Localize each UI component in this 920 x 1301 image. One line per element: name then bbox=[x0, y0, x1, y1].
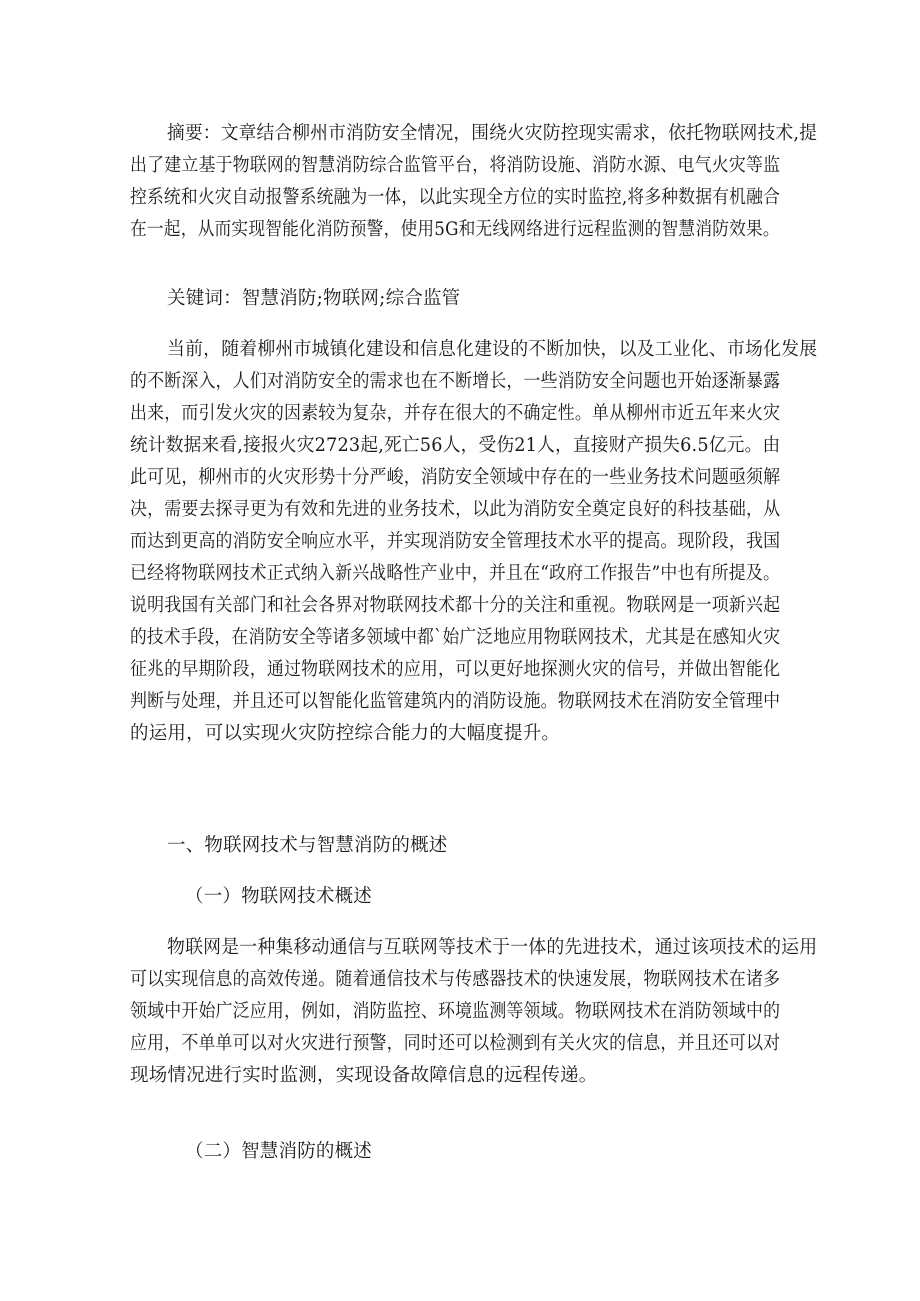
subsection-paragraph bbox=[130, 932, 818, 1092]
intro-line: 判断与处理，并且还可以智能化监管建筑内的消防设施。物联网技术在消防安全管理中 bbox=[130, 691, 781, 712]
intro-line: 出来，而引发火灾的因素较为复杂，并存在很大的不确定性。单从柳州市近五年来火灾 bbox=[130, 403, 781, 424]
intro-line: 的不断深入，人们对消防安全的需求也在不断增长，一些消防安全问题也开始逐渐暴露 bbox=[130, 371, 781, 392]
body-line: 应用，不单单可以对火灾进行预警，同时还可以检测到有关火灾的信息，并且还可以对 bbox=[130, 1033, 781, 1054]
intro-line: 已经将物联网技术正式纳入新兴战略性产业中，并且在“政府工作报告”中也有所提及。 bbox=[130, 563, 781, 584]
abstract-line: 出了建立基于物联网的智慧消防综合监管平台，将消防设施、消防水源、电气火灾等监 bbox=[130, 155, 781, 176]
intro-line: 决，需要去探寻更为有效和先进的业务技术，以此为消防安全奠定良好的科技基础，从 bbox=[130, 499, 781, 520]
section-heading-text: 一、物联网技术与智慧消防的概述 bbox=[167, 835, 448, 856]
body-line: 可以实现信息的高效传递。随着通信技术与传感器技术的快速发展，物联网技术在诸多 bbox=[130, 969, 781, 990]
subsection-heading bbox=[185, 881, 809, 913]
abstract-line: 控系统和火灾自动报警系统融为一体，以此实现全方位的实时监控,将多种数据有机融合 bbox=[130, 187, 781, 208]
intro-line: 而达到更高的消防安全响应水平，并实现消防安全管理技术水平的提高。现阶段，我国 bbox=[130, 531, 781, 552]
keywords-line bbox=[167, 283, 791, 315]
intro-line: 的技术手段，在消防安全等诸多领域中都`始广泛地应用物联网技术，尤其是在感知火灾 bbox=[130, 627, 781, 648]
abstract-line: 摘要：文章结合柳州市消防安全情况，围绕火灾防控现实需求，依托物联网技术,提 bbox=[167, 123, 818, 144]
section-heading bbox=[167, 830, 791, 862]
intro-line: 说明我国有关部门和社会各界对物联网技术都十分的关注和重视。物联网是一项新兴起 bbox=[130, 595, 781, 616]
intro-line: 当前，随着柳州市城镇化建设和信息化建设的不断加快，以及工业化、市场化发展 bbox=[167, 339, 818, 360]
intro-line: 统计数据来看,接报火灾2723起,死亡56人，受伤21人，直接财产损失6.5亿元。由 bbox=[130, 435, 781, 456]
body-line: 物联网是一种集移动通信与互联网等技术于一体的先进技术，通过该项技术的运用 bbox=[167, 937, 818, 958]
keywords-text: 关键词：智慧消防;物联网;综合监管 bbox=[167, 288, 461, 309]
body-line: 领域中开始广泛应用，例如，消防监控、环境监测等领域。物联网技术在消防领域中的 bbox=[130, 1001, 781, 1022]
subsection-heading bbox=[185, 1136, 809, 1168]
body-line: 现场情况进行实时监测，实现设备故障信息的远程传递。 bbox=[130, 1065, 598, 1086]
intro-paragraph bbox=[130, 334, 818, 750]
subsection-heading-text: （二）智慧消防的概述 bbox=[185, 1141, 373, 1162]
intro-line: 的运用，可以实现火灾防控综合能力的大幅度提升。 bbox=[130, 723, 561, 744]
intro-line: 此可见，柳州市的火灾形势十分严峻，消防安全领域中存在的一些业务技术问题亟须解 bbox=[130, 467, 781, 488]
intro-line: 征兆的早期阶段，通过物联网技术的应用，可以更好地探测火灾的信号，并做出智能化 bbox=[130, 659, 781, 680]
subsection-heading-text: （一）物联网技术概述 bbox=[185, 886, 373, 907]
abstract-paragraph bbox=[130, 118, 818, 246]
abstract-line: 在一起，从而实现智能化消防预警，使用5G和无线网络进行远程监测的智慧消防效果。 bbox=[130, 219, 780, 240]
